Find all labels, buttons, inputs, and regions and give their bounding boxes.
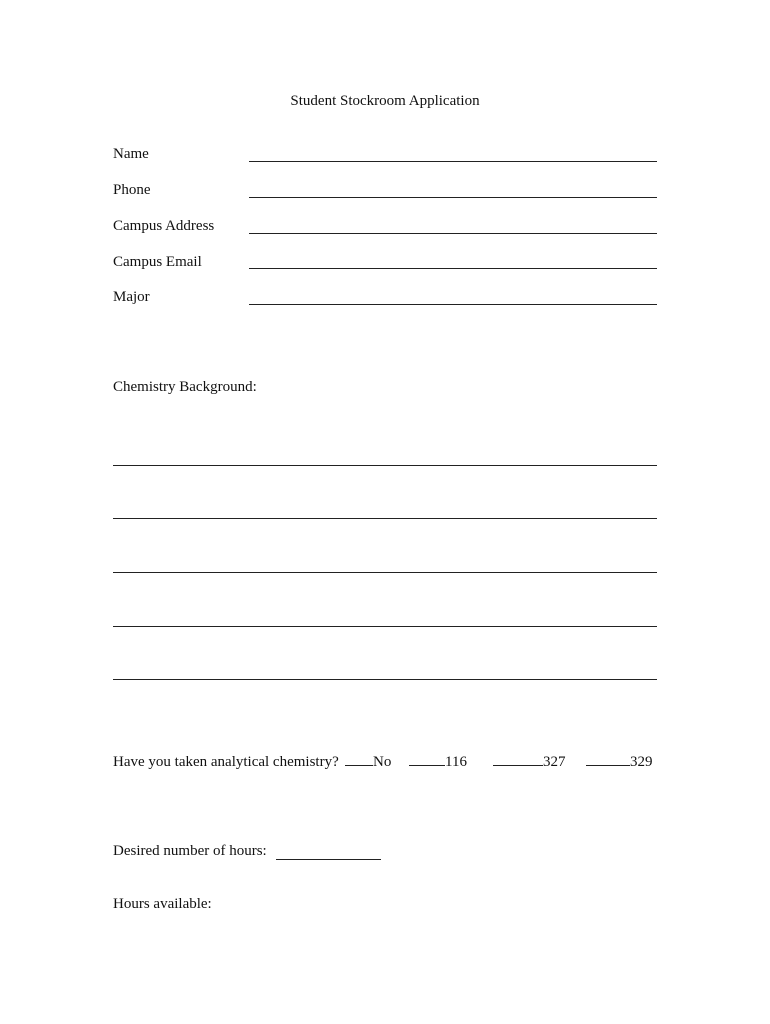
chemistry-background-line-1[interactable] [113,465,657,466]
hours-available-label: Hours available: [113,896,212,912]
chemistry-background-line-3[interactable] [113,572,657,573]
chemistry-background-line-2[interactable] [113,518,657,519]
chemistry-background-line-5[interactable] [113,679,657,680]
phone-label: Phone [113,182,151,198]
campus-email-label: Campus Email [113,254,202,270]
campus-address-label: Campus Address [113,218,215,234]
major-label: Major [113,289,150,305]
name-label: Name [113,146,149,162]
analytical-chemistry-question-text: Have you taken analytical chemistry? [113,754,339,770]
option-329[interactable] [586,754,653,771]
option-no[interactable] [345,754,391,771]
chemistry-background-line-4[interactable] [113,626,657,627]
option-116-label: 116 [445,754,467,770]
phone-input-line[interactable] [249,197,657,198]
desired-hours-label: Desired number of hours: [113,843,267,859]
option-329-label: 329 [630,754,653,770]
campus-address-input-line[interactable] [249,233,657,234]
option-327-label: 327 [543,754,566,770]
major-input-line[interactable] [249,304,657,305]
form-title: Student Stockroom Application [290,93,480,109]
campus-email-input-line[interactable] [249,268,657,269]
desired-hours-input-line[interactable] [276,859,381,860]
option-327[interactable] [493,754,566,771]
name-input-line[interactable] [249,161,657,162]
option-116[interactable] [409,754,467,771]
option-no-label: No [373,754,392,770]
chemistry-background-label: Chemistry Background: [113,379,257,395]
